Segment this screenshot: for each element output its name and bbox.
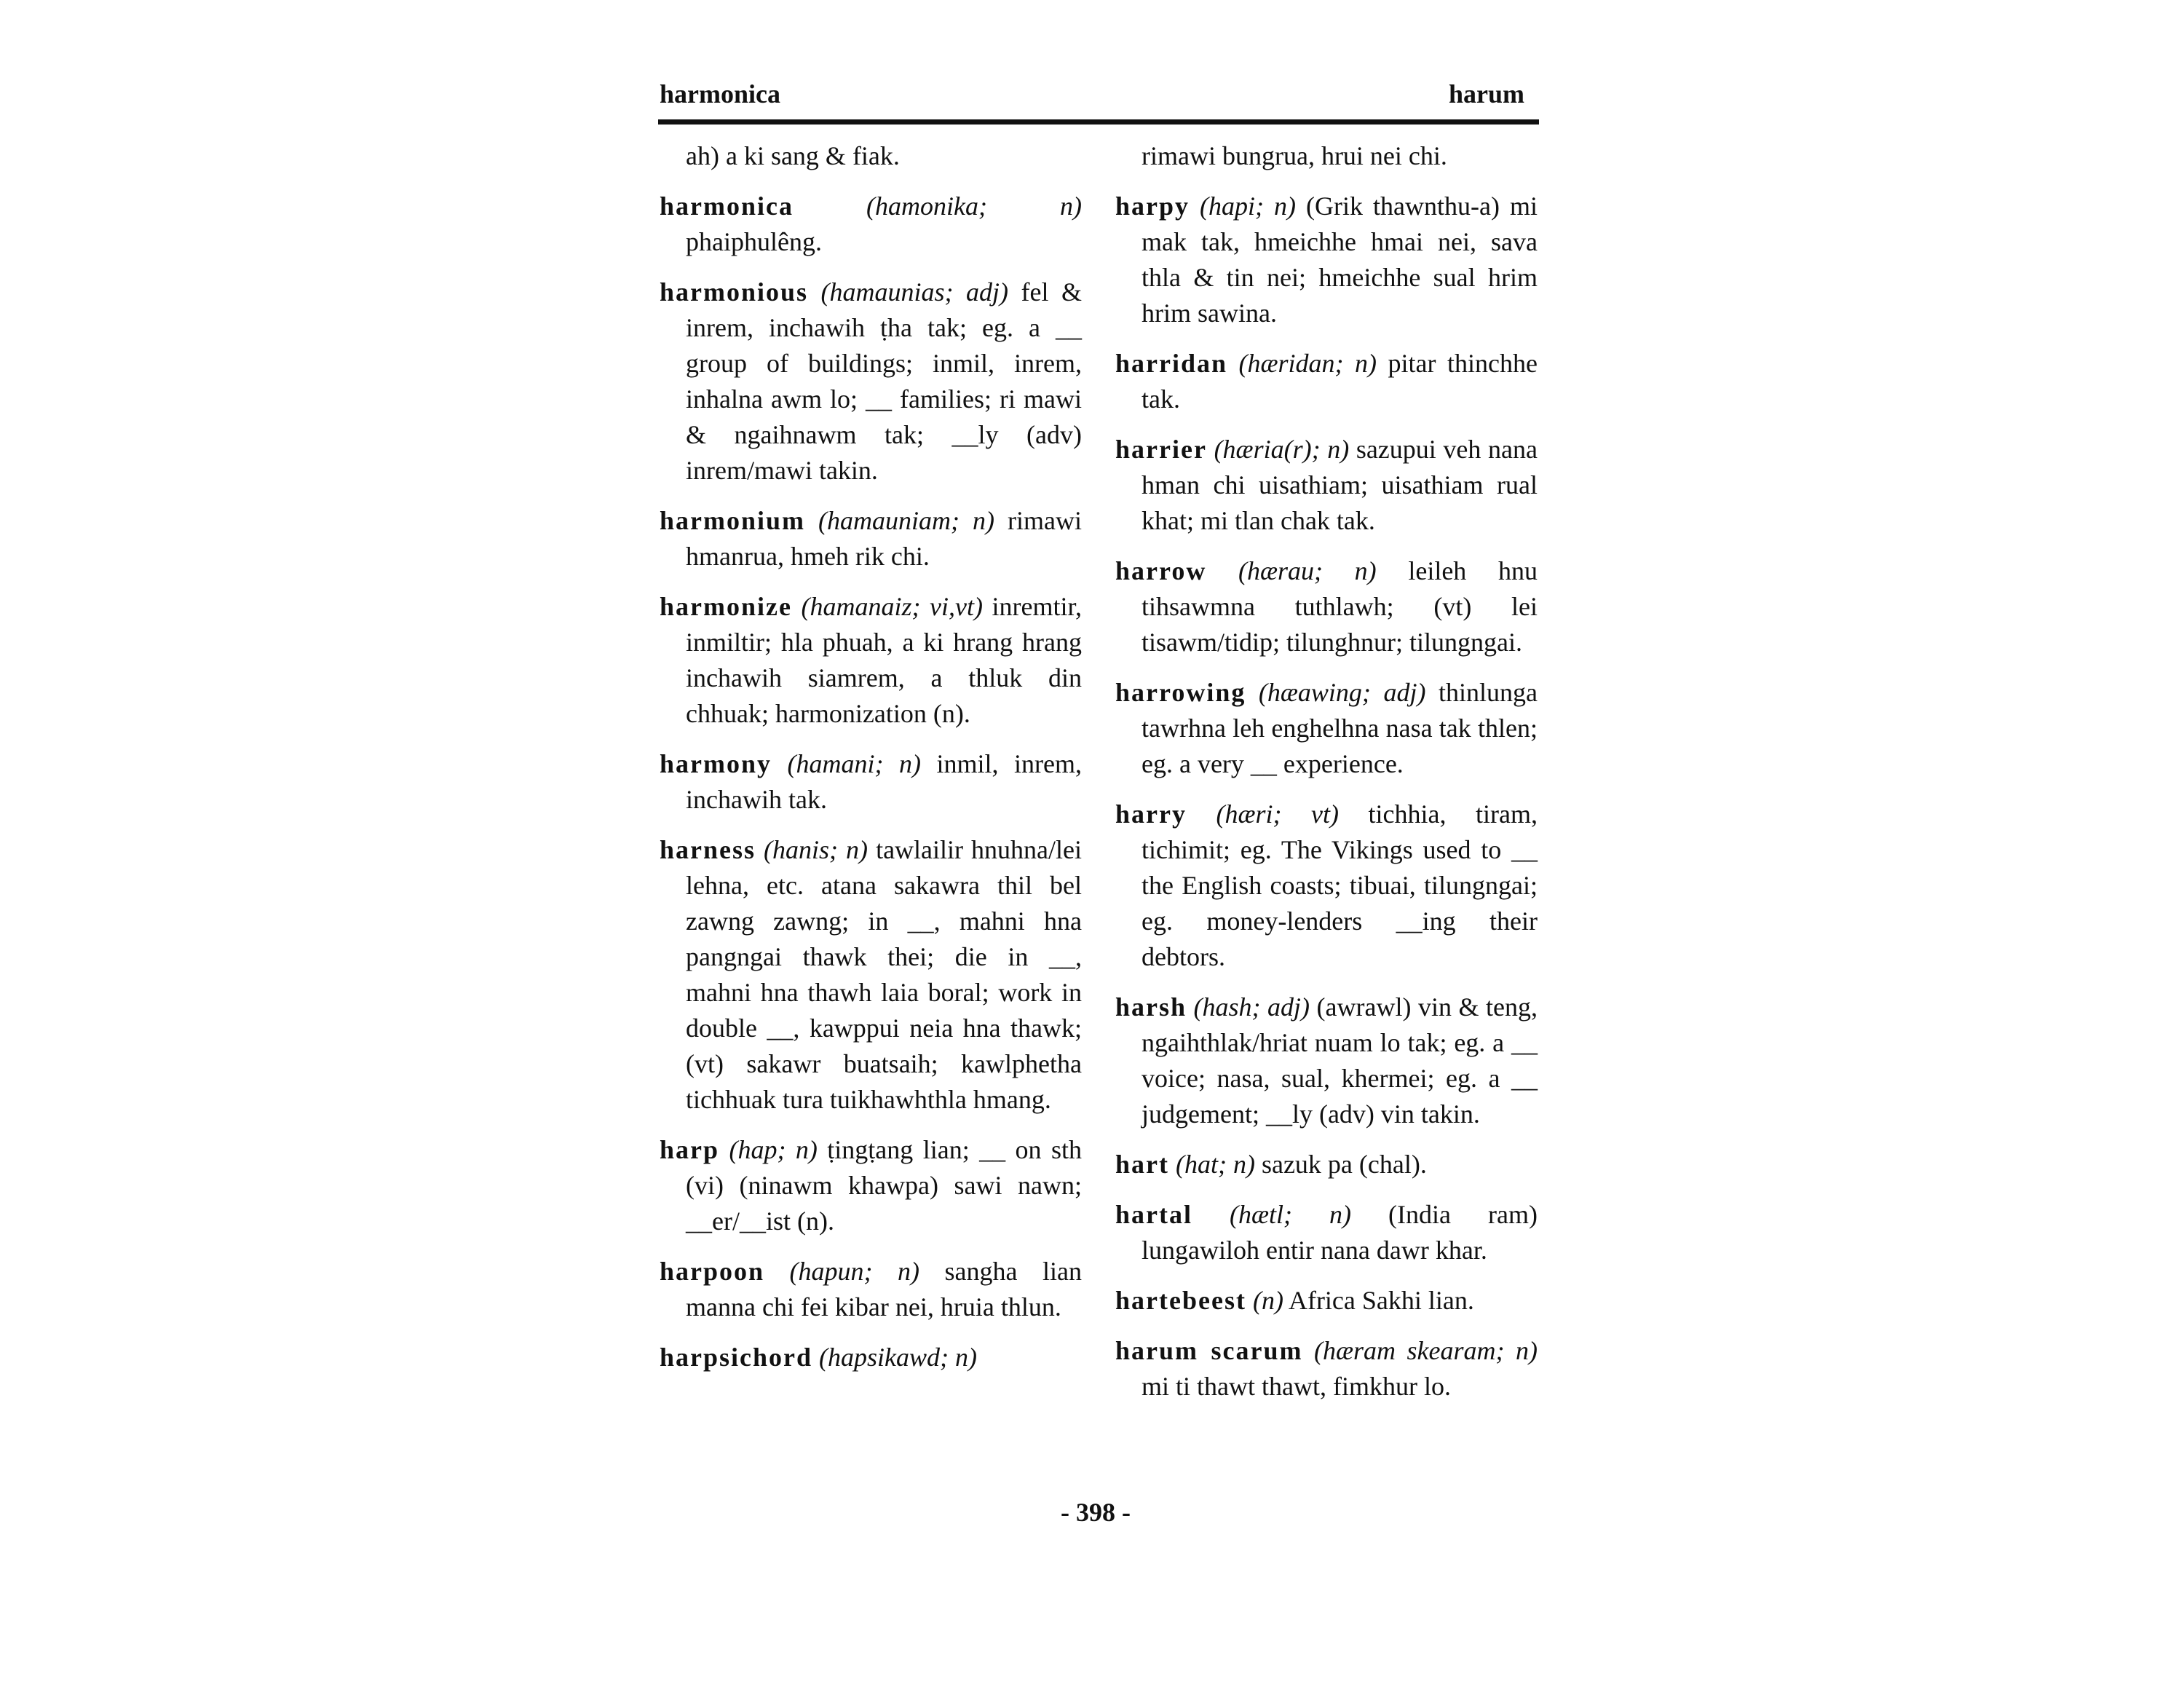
definition: (awrawl) vin & teng, ngaihthlak/hriat nuam lo tak; eg. a __ voice; nasa, sual, khermei; eg. a __ judgement; __ly (adv) vin takin. xyxy=(1142,992,1538,1129)
definition: inremtir, inmiltir; hla phuah, a ki hrang hrang inchawih siamrem, a thluk din chhuak; harmonization (n). xyxy=(686,592,1082,728)
pronunciation: (hapsikawd; n) xyxy=(812,1343,978,1372)
definition: sazuk pa (chal). xyxy=(1254,1150,1427,1179)
pronunciation: (hæri; vt) xyxy=(1186,799,1340,829)
definition: thinlunga tawrhna leh enghelhna nasa tak thlen; eg. a very __ experience. xyxy=(1142,678,1538,778)
definition: pitar thinchhe tak. xyxy=(1142,349,1538,414)
definition: fel & inrem, inchawih ṭha tak; eg. a __ group of buildings; inmil, inrem, inhalna awm lo; __ families; ri mawi & ngaihnawm tak; __ly (adv) inrem/mawi takin. xyxy=(686,277,1082,485)
page-number: - 398 - xyxy=(1061,1498,1131,1527)
definition: mi ti thawt thawt, fimkhur lo. xyxy=(1142,1372,1451,1401)
definition: sangha lian manna chi fei kibar nei, hruia thlun. xyxy=(686,1257,1082,1321)
dictionary-entry xyxy=(660,503,1082,574)
headword: hartebeest xyxy=(1115,1286,1246,1315)
headword: harrowing xyxy=(1115,678,1246,707)
definition: tawlailir hnuhna/lei lehna, etc. atana sakawra thil bel zawng zawng; in __, mahni hna pangngai thawk thei; die in __, mahni hna thawh laia boral; work in double __, kawppui neia hna thawk; (vt) sakawr buatsaih; kawlphetha tichhuak tura tuikhawhthla hmang. xyxy=(686,835,1082,1114)
headword: harmonious xyxy=(660,277,809,307)
definition: tichhia, tiram, tichimit; eg. The Vikings used to __ the English coasts; tibuai, tilungngai; eg. money-lenders __ing their debtors. xyxy=(1142,799,1538,971)
pronunciation: (hæridan; n) xyxy=(1227,349,1377,378)
dictionary-entry xyxy=(1115,675,1538,782)
entry-continuation xyxy=(660,138,1082,174)
pronunciation: (hæria(r); n) xyxy=(1206,435,1350,464)
headword: harridan xyxy=(1115,349,1228,378)
left-column xyxy=(660,138,1082,1390)
headword: harmonica xyxy=(660,191,794,221)
right-column xyxy=(1115,138,1538,1419)
definition: rimawi bungrua, hrui nei chi. xyxy=(1142,141,1447,170)
headword: harum scarum xyxy=(1115,1336,1303,1365)
pronunciation: (hamanaiz; vi,vt) xyxy=(791,592,983,621)
headword: harpoon xyxy=(660,1257,765,1286)
pronunciation: (hash; adj) xyxy=(1187,992,1310,1022)
guide-word-left: harmonica xyxy=(660,79,780,108)
dictionary-entry xyxy=(1115,432,1538,539)
pronunciation: (hamani; n) xyxy=(772,749,921,778)
definition: sazupui veh nana hman chi uisathiam; uisathiam rual khat; mi tlan chak tak. xyxy=(1142,435,1538,535)
pronunciation: (hamaunias; adj) xyxy=(808,277,1009,307)
dictionary-entry xyxy=(1115,797,1538,975)
headword: harpy xyxy=(1115,191,1190,221)
dictionary-entry xyxy=(660,746,1082,818)
pronunciation: (hæawing; adj) xyxy=(1246,678,1426,707)
pronunciation: (hat; n) xyxy=(1169,1150,1255,1179)
dictionary-entry xyxy=(1115,989,1538,1132)
headword: harrier xyxy=(1115,435,1207,464)
dictionary-entry xyxy=(660,1340,1082,1375)
dictionary-entry xyxy=(1115,1147,1538,1182)
definition: inmil, inrem, inchawih tak. xyxy=(686,749,1082,814)
headword: hart xyxy=(1115,1150,1169,1179)
headword: harmonize xyxy=(660,592,792,621)
dictionary-entry xyxy=(660,274,1082,489)
pronunciation: (hamauniam; n) xyxy=(805,506,995,535)
definition: leileh hnu tihsawmna tuthlawh; (vt) lei tisawm/tidip; tilunghnur; tilungngai. xyxy=(1142,556,1538,657)
dictionary-entry xyxy=(660,189,1082,260)
pronunciation: (hærau; n) xyxy=(1206,556,1377,585)
definition: phaiphulêng. xyxy=(686,227,822,256)
headword: harry xyxy=(1115,799,1187,829)
dictionary-entry xyxy=(1115,346,1538,417)
entry-continuation xyxy=(1115,138,1538,174)
pronunciation: (n) xyxy=(1246,1286,1283,1315)
dictionary-entry xyxy=(1115,553,1538,660)
dictionary-entry xyxy=(1115,1197,1538,1268)
dictionary-entry xyxy=(660,832,1082,1118)
dictionary-entry xyxy=(660,589,1082,732)
pronunciation: (hapi; n) xyxy=(1190,191,1297,221)
headword: harsh xyxy=(1115,992,1187,1022)
dictionary-entry xyxy=(1115,1333,1538,1404)
headword: harmony xyxy=(660,749,772,778)
dictionary-entry xyxy=(1115,1283,1538,1319)
pronunciation: (hanis; n) xyxy=(756,835,869,864)
pronunciation: (hapun; n) xyxy=(764,1257,920,1286)
pronunciation: (hamonika; n) xyxy=(794,191,1082,221)
header-rule xyxy=(658,119,1539,125)
pronunciation: (hætl; n) xyxy=(1192,1200,1352,1229)
headword: hartal xyxy=(1115,1200,1192,1229)
dictionary-entry xyxy=(1115,189,1538,331)
definition: ṭingṭang lian; __ on sth (vi) (ninawm khawpa) sawi nawn; __er/__ist (n). xyxy=(686,1135,1082,1236)
definition: Africa Sakhi lian. xyxy=(1283,1286,1474,1315)
headword: harp xyxy=(660,1135,720,1164)
headword: harpsichord xyxy=(660,1343,813,1372)
definition: (India ram) lungawiloh entir nana dawr khar. xyxy=(1142,1200,1538,1265)
definition: (Grik thawnthu-a) mi mak tak, hmeichhe hmai nei, sava thla & tin nei; hmeichhe sual hrim hrim sawina. xyxy=(1142,191,1538,328)
guide-word-right: harum xyxy=(1449,79,1525,108)
dictionary-entry xyxy=(660,1254,1082,1325)
definition: rimawi hmanrua, hmeh rik chi. xyxy=(686,506,1082,571)
dictionary-entry xyxy=(660,1132,1082,1239)
headword: harrow xyxy=(1115,556,1207,585)
pronunciation: (hap; n) xyxy=(719,1135,818,1164)
pronunciation: (hæram skearam; n) xyxy=(1302,1336,1538,1365)
definition: ah) a ki sang & fiak. xyxy=(686,141,900,170)
headword: harness xyxy=(660,835,756,864)
headword: harmonium xyxy=(660,506,806,535)
